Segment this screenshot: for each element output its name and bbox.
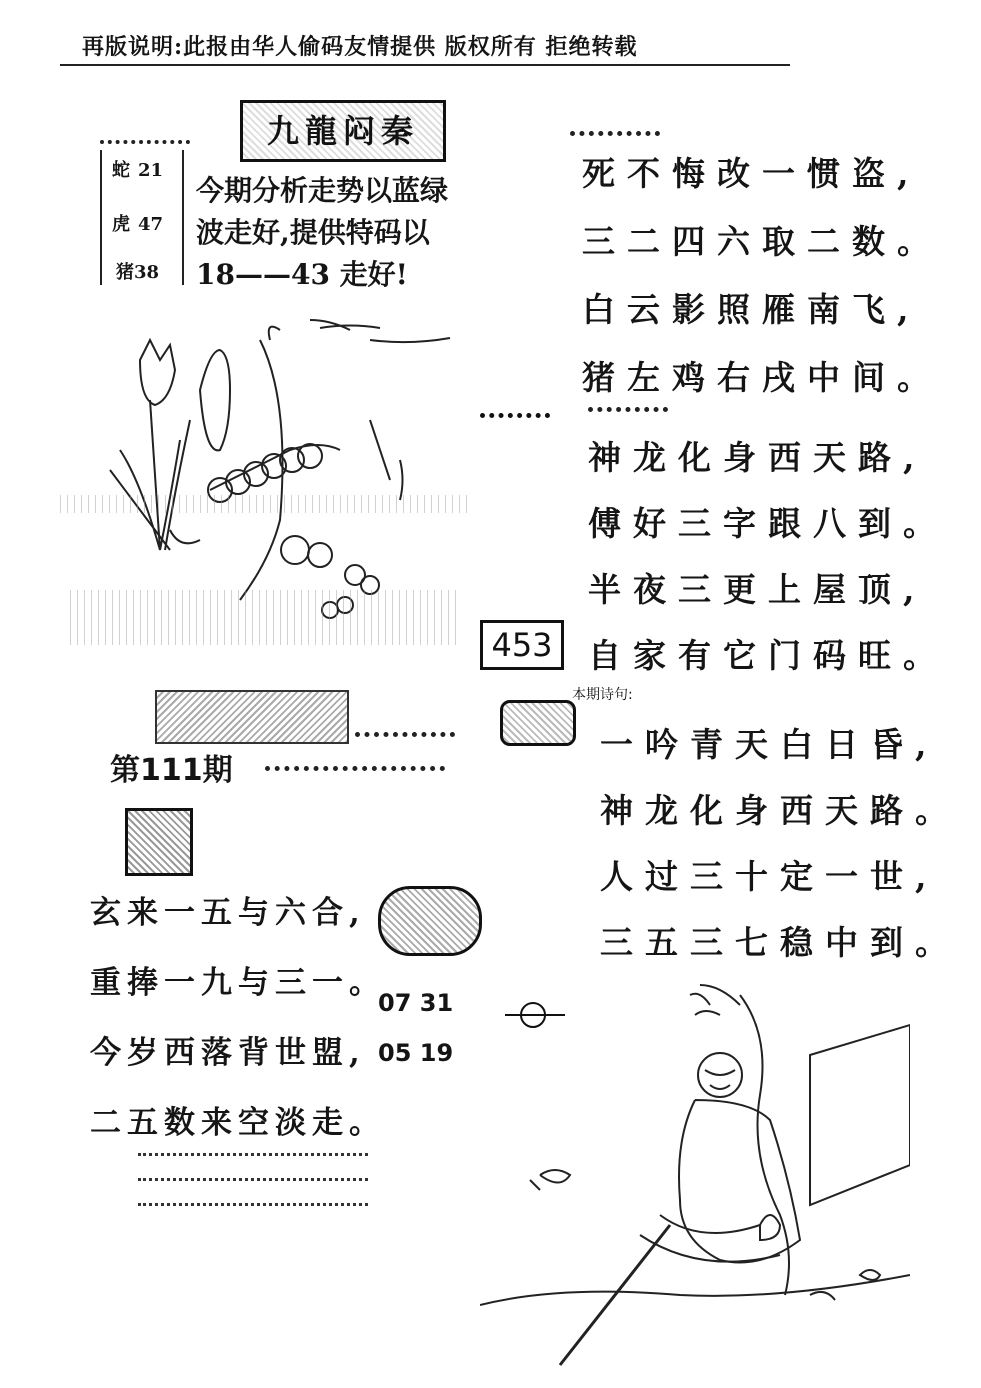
pig-badge <box>500 700 576 746</box>
issue-poem-label: 本期诗句: <box>572 687 633 703</box>
number-badge <box>378 886 482 956</box>
header-underline <box>60 64 790 66</box>
analysis-text: 今期分析走势以蓝绿 波走好,提供特码以 18——43 走好! <box>196 174 449 291</box>
right-poem-2: 神龙化身西天路, 傅好三字跟八到。 半夜三更上屋顶, 自家有它门码旺。 <box>588 438 948 675</box>
zodiac-row: 蛇 21 <box>112 160 164 181</box>
header-notice: 再版说明:此报由华人偷码友情提供 版权所有 拒绝转载 <box>82 34 638 60</box>
right-poem-3: 一吟青天白日昏, 神龙化身西天路。 人过三十定一世, 三五三七稳中到。 <box>600 725 960 962</box>
issue-title: 第111期 <box>110 753 233 788</box>
left-poem: 玄来一五与六合, 重捧一九与三一。 今岁西落背世盟, 二五数来空淡走。 <box>90 895 386 1141</box>
right-poem-1: 死不悔改一惯盗, 三二四六取二数。 白云影照雁南飞, 猪左鸡右戌中间。 <box>582 154 942 397</box>
scan-artifact <box>70 590 460 645</box>
issue-subtitle-scribble <box>265 752 445 771</box>
right-poem-2-heading <box>588 395 668 412</box>
left-poem-stamp <box>125 808 193 876</box>
mid-small-stamp <box>480 385 550 418</box>
zodiac-row: 猪38 <box>116 262 160 283</box>
badge-numbers: 07 31 05 19 <box>378 989 454 1067</box>
handwritten-note <box>138 1135 368 1225</box>
sage-illustration <box>480 975 910 1375</box>
right-poem-heading <box>570 115 660 136</box>
number-stamp: 453 <box>480 620 564 670</box>
scan-artifact <box>60 495 470 513</box>
title-stamp: 九龍闷秦 <box>240 100 446 162</box>
zodiac-row: 虎 47 <box>112 214 164 235</box>
top-left-scribble <box>100 100 190 144</box>
zodiac-box <box>100 150 184 285</box>
issue-side-scribble <box>355 720 455 737</box>
issue-stamp <box>155 690 349 744</box>
